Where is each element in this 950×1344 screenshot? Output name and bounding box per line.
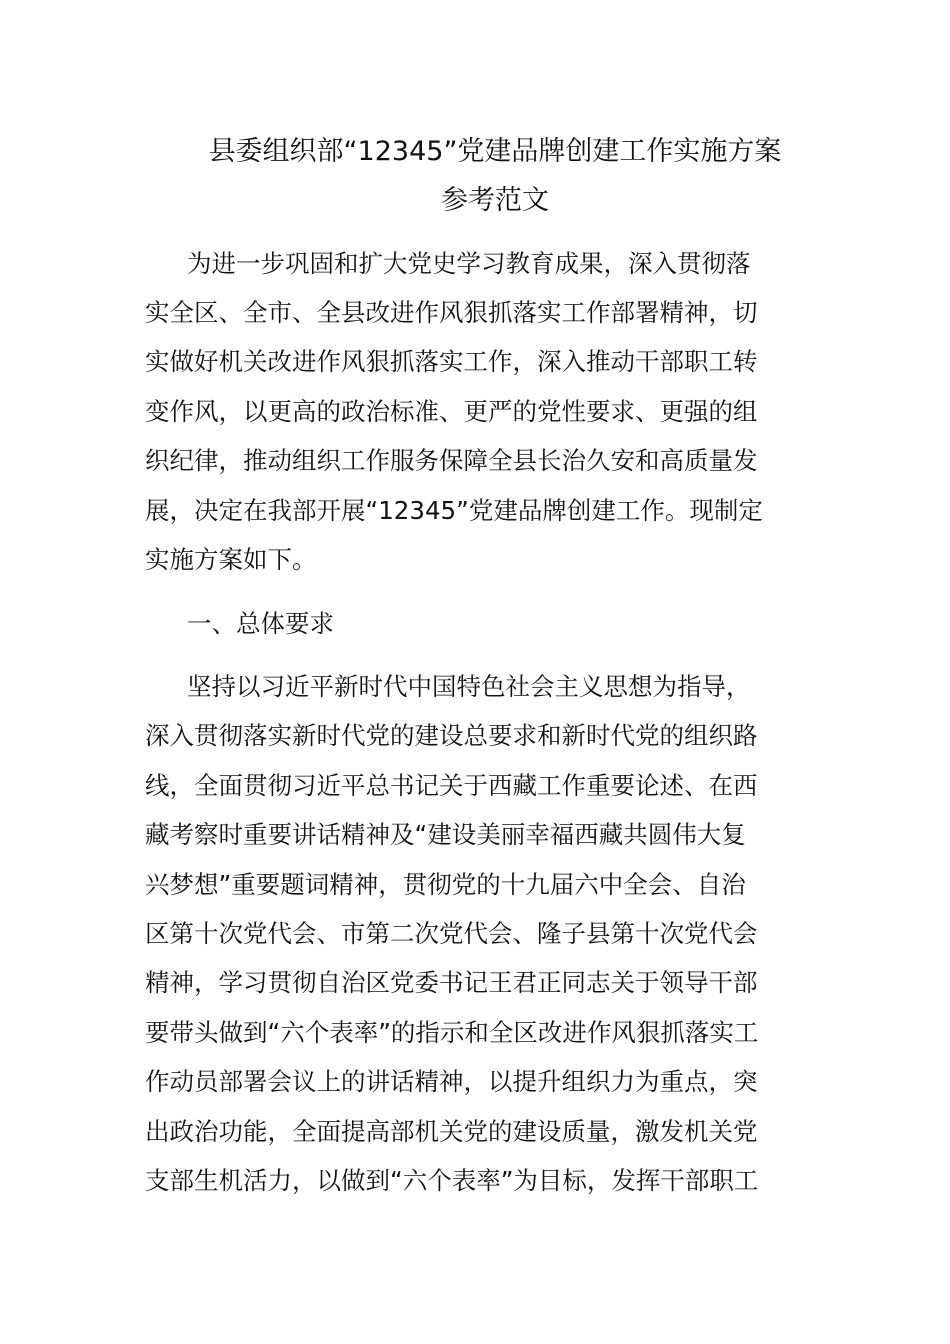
paragraph2-line: 藏考察时重要讲话精神及“建设美丽幸福西藏共圆伟大复 — [145, 820, 746, 849]
paragraph2-line: 要带头做到“六个表率”的指示和全区改进作风狠抓落实工 — [145, 1018, 759, 1047]
paragraph1-line: 织纪律，推动组织工作服务保障全县长治久安和高质量发 — [145, 446, 758, 475]
paragraph1-line: 变作风，以更高的政治标准、更严的党性要求、更强的组 — [145, 397, 758, 426]
paragraph2-line: 兴梦想”重要题词精神，贯彻党的十九届六中全会、自治 — [145, 870, 746, 899]
paragraph2-line: 深入贯彻落实新时代党的建设总要求和新时代党的组织路 — [145, 721, 758, 750]
paragraph2-line: 线，全面贯彻习近平总书记关于西藏工作重要论述、在西 — [145, 771, 758, 800]
paragraph2-line: 区第十次党代会、市第二次党代会、隆子县第十次党代会 — [145, 919, 758, 948]
paragraph2-line: 出政治功能，全面提高部机关党的建设质量，激发机关党 — [145, 1117, 758, 1146]
paragraph2-line: 精神，学习贯彻自治区党委书记王君正同志关于领导干部 — [145, 968, 758, 997]
section-heading: 一、总体要求 — [187, 609, 334, 638]
paragraph1-line: 实做好机关改进作风狠抓落实工作，深入推动干部职工转 — [145, 347, 758, 376]
document-title: 县委组织部“12345”党建品牌创建工作实施方案 — [208, 136, 782, 167]
paragraph1-line: 实施方案如下。 — [145, 545, 317, 574]
document-subtitle: 参考范文 — [441, 185, 549, 216]
paragraph1-line: 实全区、全市、全县改进作风狠抓落实工作部署精神，切 — [145, 298, 758, 327]
paragraph2-line: 坚持以习近平新时代中国特色社会主义思想为指导， — [187, 672, 751, 701]
paragraph1-line: 为进一步巩固和扩大党史学习教育成果，深入贯彻落 — [187, 249, 751, 278]
paragraph2-line: 作动员部署会议上的讲话精神，以提升组织力为重点，突 — [145, 1067, 758, 1096]
paragraph2-line: 支部生机活力，以做到“六个表率”为目标，发挥干部职工 — [145, 1166, 759, 1195]
paragraph1-line: 展，决定在我部开展“12345”党建品牌创建工作。现制定 — [145, 496, 763, 525]
